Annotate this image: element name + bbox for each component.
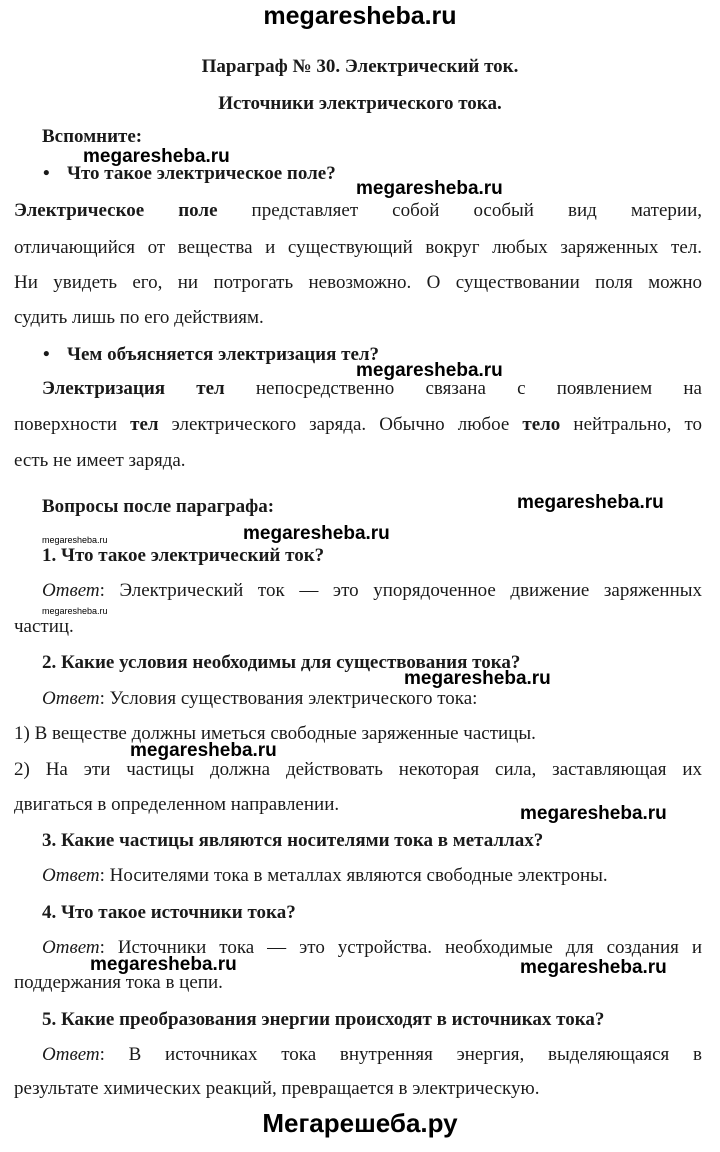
text-span: : Электрический ток — это упорядоченное движение заряженных [99,580,702,601]
answer-5-line-2: результате химических реакций, превращается в электрическую. [14,1078,540,1099]
text-span: поверхности [14,414,118,435]
bullet-question-1: • Что такое электрическое поле? [43,163,336,185]
paragraph-2-line-2 [14,414,702,436]
site-footer: Мегарешеба.ру [262,1108,458,1138]
watermark: megaresheba.ru [83,146,230,167]
watermark: megaresheba.ru [130,740,277,761]
question-1: 1. Что такое электрический ток? [42,545,325,566]
answer-label: Ответ [42,1044,100,1065]
answer-3-line-1 [42,865,608,887]
question-5: 5. Какие преобразования энергии происходят в источниках тока? [42,1009,605,1030]
answer-1-line-1 [42,580,702,602]
term-bodies: тел [130,414,159,435]
answer-2-item-2-line-1: 2) На эти частицы должна действовать некоторая сила, заставляющая их [14,759,702,780]
answer-2-line-1 [42,688,477,710]
text-span: : Носителями тока в металлах являются свободные электроны. [99,865,608,886]
text-span: : Источники тока — это устройства. необходимые для создания и [99,937,702,958]
question-3: 3. Какие частицы являются носителями тока в металлах? [42,830,544,851]
paragraph-1-line-1 [14,200,702,222]
text-span: представляет собой особый вид материи, [251,200,702,221]
answer-label: Ответ [42,580,100,601]
text-span: : В источниках тока внутренняя энергия, выделяющаяся в [99,1044,702,1065]
watermark-small: megaresheba.ru [42,535,108,545]
watermark: megaresheba.ru [356,178,503,199]
questions-heading: Вопросы после параграфа: [42,496,275,517]
paragraph-1-line-3: Ни увидеть его, ни потрогать невозможно. О существовании поля можно [14,272,702,293]
watermark-small: megaresheba.ru [42,606,108,616]
watermark: megaresheba.ru [356,360,503,381]
answer-2-item-2-line-2: двигаться в определенном направлении. [14,794,340,815]
watermark: megaresheba.ru [243,523,390,544]
answer-label: Ответ [42,937,100,958]
paragraph-1-line-4: судить лишь по его действиям. [14,307,264,328]
answer-label: Ответ [42,688,100,709]
watermark: megaresheba.ru [90,954,237,975]
paragraph-2-line-1 [42,378,702,400]
watermark: megaresheba.ru [520,803,667,824]
text-span: электрического заряда. Обычно любое [171,414,510,435]
watermark: megaresheba.ru [520,957,667,978]
site-header: megaresheba.ru [263,2,457,30]
remember-heading: Вспомните: [42,126,143,147]
term-body: тело [522,414,561,435]
answer-1-line-2: частиц. [14,616,74,637]
title-line-1: Параграф № 30. Электрический ток. [201,56,519,77]
text-span: : Условия существования электрического тока: [99,688,478,709]
question-2: 2. Какие условия необходимы для существования тока? [42,652,521,673]
question-4: 4. Что такое источники тока? [42,902,296,923]
paragraph-2-line-3: есть не имеет заряда. [14,450,186,471]
answer-label: Ответ [42,865,100,886]
text-span: непосредственно связана с появлением на [255,378,702,399]
paragraph-1-line-2: отличающийся от вещества и существующий вокруг любых заряженных тел. [14,237,702,258]
answer-4-line-2: поддержания тока в цепи. [14,972,223,993]
answer-2-item-1: 1) В веществе должны иметься свободные заряженные частицы. [14,723,536,744]
answer-5-line-1 [42,1044,702,1066]
bullet-question-2: • Чем объясняется электризация тел? [43,344,379,366]
term-electric-field: Электрическое поле [14,200,218,221]
watermark: megaresheba.ru [404,668,551,689]
watermark: megaresheba.ru [517,492,664,513]
title-line-2: Источники электрического тока. [218,93,502,114]
term-electrization: Электризация тел [42,378,225,399]
text-span: нейтрально, то [573,414,703,435]
